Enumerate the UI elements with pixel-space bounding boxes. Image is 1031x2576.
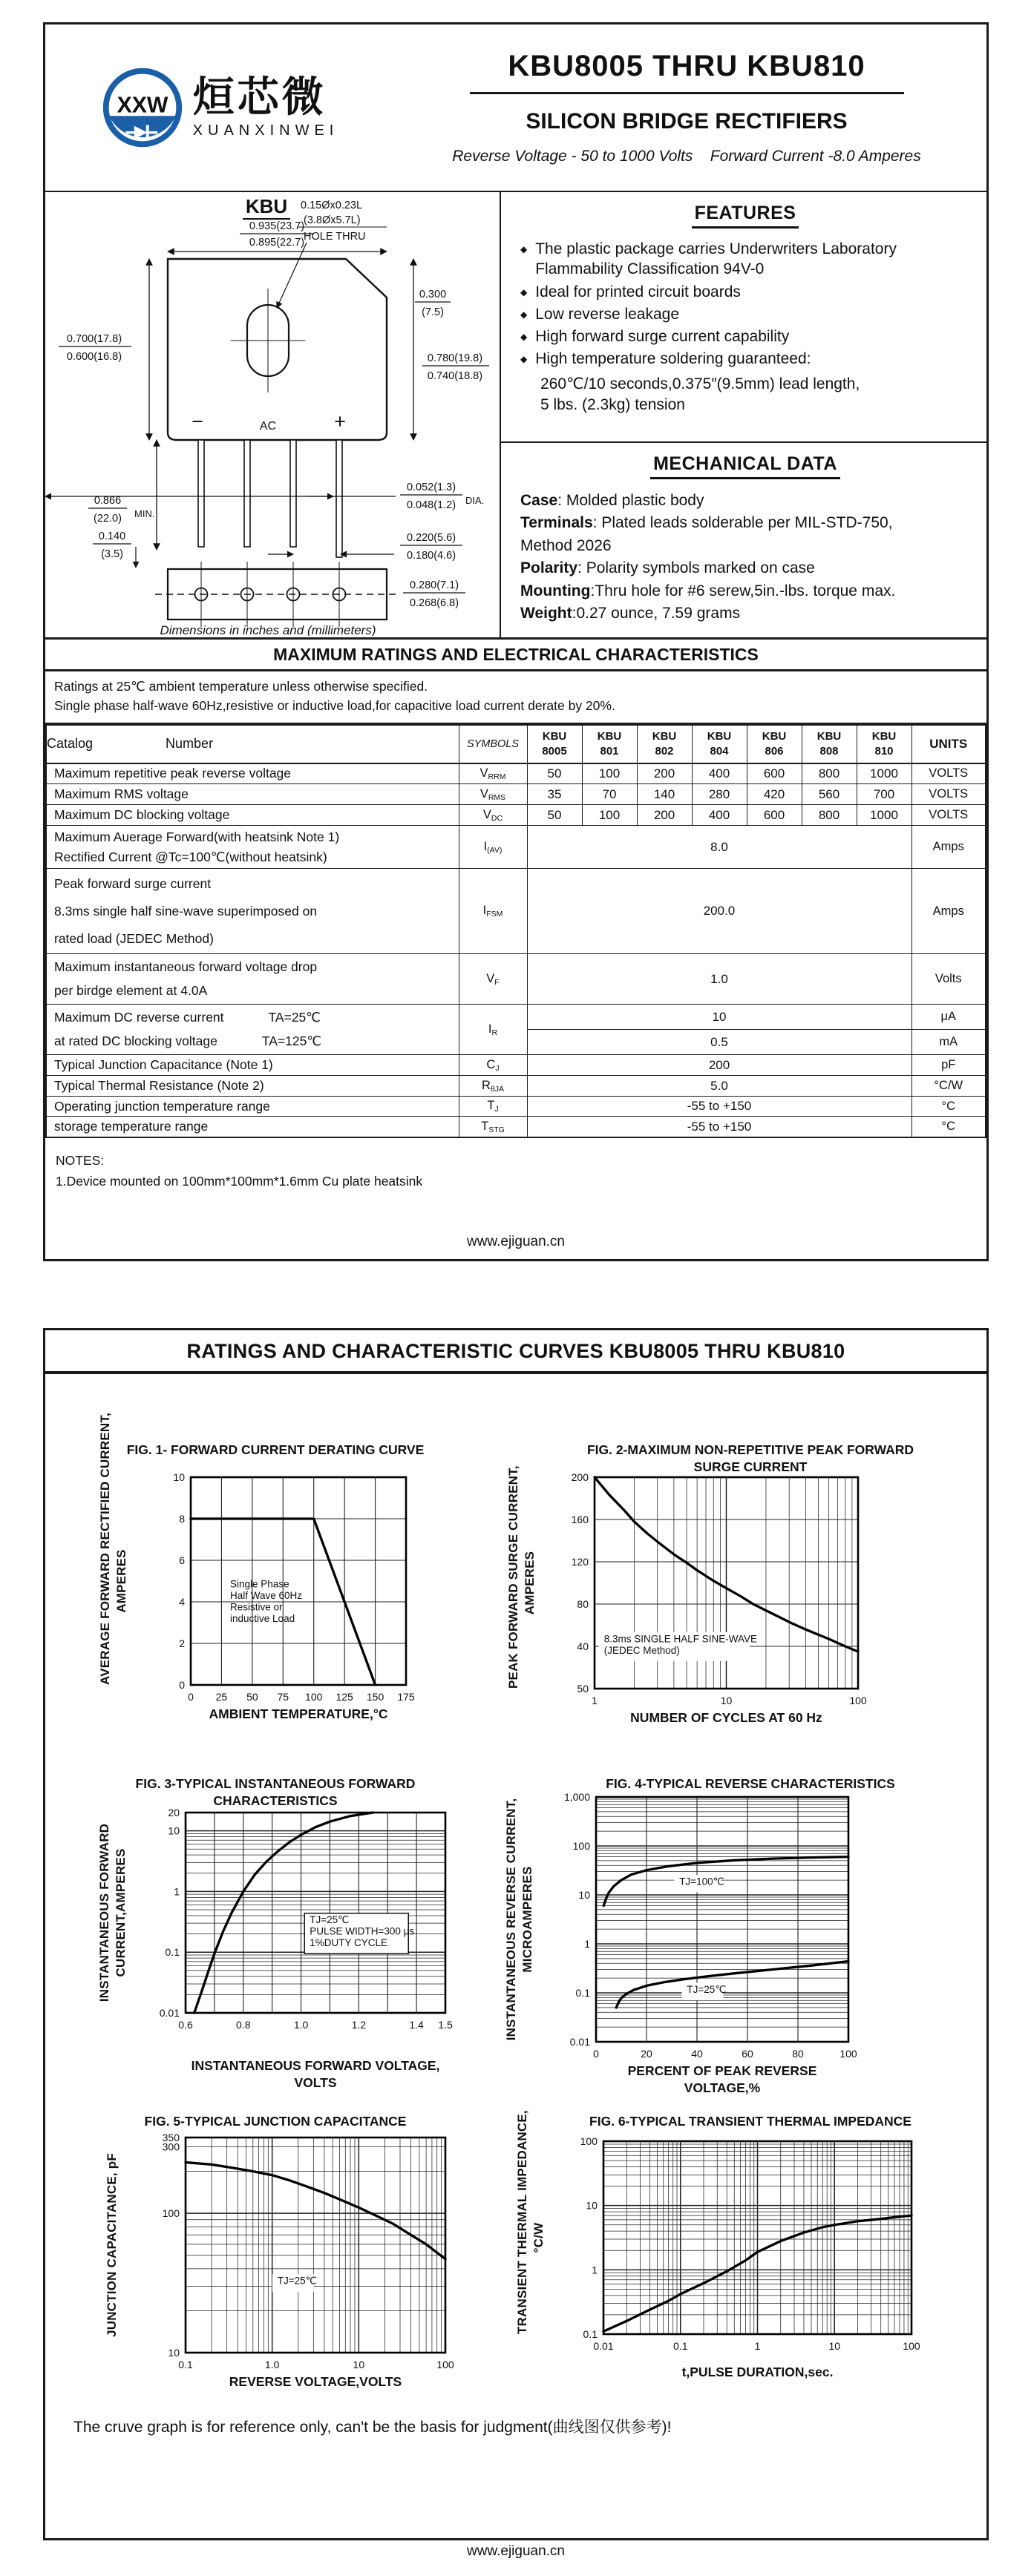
- brand-logo-icon: [101, 66, 184, 149]
- figure-3-plot: [159, 1806, 453, 2031]
- svg-text:100: 100: [839, 2047, 857, 2060]
- datasheet-page-2: [43, 1328, 989, 2540]
- features-section: [501, 192, 986, 443]
- svg-text:1: 1: [584, 1937, 590, 1950]
- svg-text:10: 10: [586, 2199, 598, 2212]
- table-row: 0.5 mA: [46, 1030, 986, 1055]
- table-row: Maximum DC reverse current TA=25℃ at rated DC blocking voltage TA=125℃ $I_R$ 10 μA: [46, 1005, 986, 1030]
- dim-label: 0.300: [419, 289, 447, 300]
- mech-line: Case: Molded plastic body: [520, 492, 704, 509]
- svg-text:Single Phase: Single Phase: [230, 1578, 289, 1590]
- dim-label: 0.220(5.6): [406, 532, 456, 544]
- dim-label: 0.048(1.2): [406, 499, 456, 511]
- feature-item: [520, 349, 970, 369]
- svg-text:100: 100: [305, 1690, 323, 1703]
- website-footer: www.ejiguan.cn: [466, 2543, 566, 2559]
- figure-1-ylabel: AVERAGE FORWARD RECTIFIED CURRENT, AMPERES: [98, 1412, 129, 1685]
- svg-text:100: 100: [572, 1839, 590, 1852]
- svg-text:1.2: 1.2: [351, 2018, 367, 2031]
- minus-marking: −: [192, 410, 203, 433]
- diamond-bullet-icon: ◆: [520, 244, 528, 254]
- package-outline-drawing: [45, 192, 500, 636]
- figure-5-ylabel: JUNCTION CAPACITANCE, pF: [105, 2152, 119, 2337]
- svg-text:6: 6: [179, 1554, 185, 1566]
- feature-text: Ideal for printed circuit boards: [535, 283, 741, 300]
- package-drawing: [45, 192, 501, 637]
- figure-4-title: FIG. 4-TYPICAL REVERSE CHARACTERISTICS: [606, 1776, 895, 1791]
- svg-text:1.0: 1.0: [293, 2018, 309, 2031]
- svg-text:125: 125: [336, 1690, 353, 1703]
- svg-text:PULSE WIDTH=300 μs: PULSE WIDTH=300 μs: [310, 1925, 415, 1937]
- feature-detail: 5 lbs. (2.3kg) tension: [540, 396, 685, 414]
- catalog-number-header: Catalog Number: [46, 725, 459, 763]
- device-column-header: KBU 801: [582, 725, 637, 763]
- figure-4-xlabel: PERCENT OF PEAK REVERSE VOLTAGE,%: [627, 2063, 817, 2096]
- figure-2-plot: [571, 1471, 867, 1706]
- dim-label: 0.180(4.6): [406, 550, 456, 562]
- svg-text:0.1: 0.1: [575, 1986, 590, 1999]
- figure-1-title: FIG. 1- FORWARD CURRENT DERATING CURVE: [126, 1442, 425, 1457]
- datasheet-page-1: [43, 22, 989, 1261]
- svg-text:1: 1: [592, 2264, 598, 2276]
- svg-text:100: 100: [849, 1694, 867, 1706]
- svg-text:10: 10: [168, 1824, 180, 1837]
- figure-6-ylabel: TRANSIENT THERMAL IMPEDANCE, °C/W: [515, 2109, 546, 2334]
- ratings-tagline: Reverse Voltage - 50 to 1000 Volts Forward Current -8.0 Amperes: [452, 148, 921, 165]
- svg-text:160: 160: [571, 1513, 589, 1525]
- units-header: UNITS: [911, 725, 986, 763]
- figure-5-xlabel: REVERSE VOLTAGE,VOLTS: [229, 2373, 402, 2389]
- svg-text:1.0: 1.0: [264, 2358, 280, 2370]
- device-column-header: KBU 810: [857, 725, 911, 763]
- table-header-row: [46, 725, 986, 763]
- table-row: storage temperature range $T_{STG}$ -55 to +150 °C: [46, 1117, 986, 1137]
- svg-text:10: 10: [173, 1471, 185, 1483]
- figure-2-ylabel: PEAK FORWARD SURGE CURRENT, AMPERES: [506, 1465, 537, 1689]
- figure-5-title: FIG. 5-TYPICAL JUNCTION CAPACITANCE: [144, 2114, 407, 2129]
- header: [45, 24, 986, 192]
- svg-text:1: 1: [754, 2339, 761, 2352]
- svg-text:20: 20: [168, 1806, 180, 1818]
- device-type-subtitle: SILICON BRIDGE RECTIFIERS: [526, 109, 848, 134]
- svg-text:60: 60: [742, 2047, 753, 2060]
- svg-text:20: 20: [641, 2047, 652, 2060]
- svg-text:80: 80: [792, 2047, 804, 2060]
- ratings-condition-line: Single phase half-wave 60Hz,resistive or inductive load,for capacitive load current derate by 20%.: [54, 698, 615, 714]
- curves-page-heading: RATINGS AND CHARACTERISTIC CURVES KBU8005 THRU KBU810: [45, 1330, 986, 1374]
- figure-3-title-2: CHARACTERISTICS: [213, 1793, 338, 1808]
- figure-6-plot: [580, 2135, 920, 2352]
- dim-label: (7.5): [422, 306, 444, 318]
- feature-text: High forward surge current capability: [535, 328, 790, 346]
- dim-label: (3.5): [101, 548, 123, 560]
- diamond-bullet-icon: ◆: [520, 309, 528, 320]
- table-row: Operating junction temperature range $T_J$ -55 to +150 °C: [46, 1097, 986, 1117]
- svg-text:2: 2: [179, 1637, 185, 1649]
- dim-label: 0.052(1.3): [406, 482, 456, 493]
- dim-label: 0.740(18.8): [427, 370, 483, 382]
- figure-4-ylabel: INSTANTANEOUS REVERSE CURRENT, MICROAMPERES: [504, 1798, 535, 2041]
- device-column-header: KBU 808: [802, 725, 857, 763]
- svg-text:1%DUTY CYCLE: 1%DUTY CYCLE: [310, 1936, 388, 1948]
- table-row: Maximum repetitive peak reverse voltage $V_{RRM}$ 50 100 200 400 600 800 1000 VOLTS: [46, 763, 986, 784]
- feature-detail: 260℃/10 seconds,0.375″(9.5mm) lead length,: [540, 375, 860, 392]
- table-row: Peak forward surge current 8.3ms single half sine-wave superimposed on rated load (JEDEC Method) $I_{FSM}$ 200.0 Amps: [46, 869, 986, 954]
- feature-item: [520, 304, 970, 324]
- ac-marking: AC: [259, 420, 277, 433]
- drawing-caption: Dimensions in inches and (millimeters): [160, 623, 376, 636]
- table-row: Maximum Auerage Forward(with heatsink Note 1) Rectified Current @Tc=100℃(without heatsink) $I_{(AV)}$ 8.0 Amps: [46, 826, 986, 869]
- svg-text:0: 0: [593, 2047, 599, 2060]
- dim-label: 0.140: [98, 530, 126, 542]
- svg-text:1,000: 1,000: [563, 1790, 590, 1803]
- figure-6: [515, 2109, 981, 2381]
- figure-3-ylabel: INSTANTANEOUS FORWARD CURRENT,AMPERES: [97, 1823, 128, 2002]
- dim-label: 0.15Øx0.23L: [301, 200, 363, 211]
- dim-label: 0.895(22.7): [249, 237, 305, 249]
- svg-text:10: 10: [828, 2339, 841, 2352]
- figure-2-title: FIG. 2-MAXIMUM NON-REPETITIVE PEAK FORWARD: [586, 1442, 914, 1457]
- device-column-header: KBU 806: [747, 725, 802, 763]
- svg-text:0.01: 0.01: [593, 2339, 614, 2352]
- figure-2: [506, 1442, 981, 1726]
- ratings-table: [45, 724, 986, 1138]
- brand-logo: [45, 24, 394, 191]
- svg-text:10: 10: [168, 2346, 180, 2359]
- curves-disclaimer: The cruve graph is for reference only, can't be the basis for judgment(曲线图仅供参考)!: [73, 2419, 672, 2436]
- figure-4-plot: [563, 1790, 857, 2060]
- svg-text:1.4: 1.4: [409, 2018, 424, 2031]
- svg-text:80: 80: [577, 1597, 589, 1610]
- svg-text:10: 10: [353, 2358, 365, 2370]
- svg-text:(JEDEC Method): (JEDEC Method): [603, 1644, 680, 1656]
- svg-text:50: 50: [246, 1690, 258, 1703]
- figure-5: [68, 2113, 483, 2391]
- svg-text:Half Wave 60Hz: Half Wave 60Hz: [230, 1589, 303, 1601]
- diamond-bullet-icon: ◆: [520, 354, 528, 365]
- svg-text:TJ=100℃: TJ=100℃: [679, 1876, 724, 1887]
- table-row: Typical Junction Capacitance (Note 1) $C_J$ 200 pF: [46, 1055, 986, 1076]
- figure-3: [68, 1775, 483, 2092]
- diamond-bullet-icon: ◆: [520, 286, 528, 298]
- mech-line: Method 2026: [520, 536, 612, 554]
- brand-name-cn: 烜芯微: [192, 73, 327, 121]
- feature-item: [520, 282, 970, 302]
- mech-line: Terminals: Plated leads solderable per MIL-STD-750,: [520, 514, 893, 532]
- figure-6-xlabel: t,PULSE DURATION,sec.: [681, 2364, 834, 2379]
- svg-text:Resistive or: Resistive or: [230, 1601, 283, 1613]
- dim-label: (22.0): [94, 513, 122, 525]
- svg-text:0.8: 0.8: [236, 2018, 251, 2031]
- svg-text:0.6: 0.6: [178, 2018, 193, 2031]
- svg-text:0.01: 0.01: [159, 2006, 180, 2019]
- dim-label: 0.268(6.8): [409, 597, 459, 609]
- svg-text:175: 175: [397, 1690, 415, 1703]
- svg-text:200: 200: [571, 1471, 589, 1483]
- svg-text:0.1: 0.1: [165, 1945, 180, 1958]
- svg-text:350: 350: [162, 2131, 180, 2143]
- feature-text: The plastic package carries Underwriters Laboratory Flammability Classification 94V-0: [535, 240, 897, 278]
- table-row: Maximum RMS voltage $V_{RMS}$ 35 70 140 280 420 560 700 VOLTS: [46, 784, 986, 805]
- dim-label: 0.935(23.7): [249, 220, 305, 232]
- mechanical-data-section: [501, 443, 986, 637]
- svg-text:150: 150: [366, 1690, 384, 1703]
- feature-text: Low reverse leakage: [535, 305, 680, 323]
- plus-marking: +: [334, 410, 346, 433]
- table-row: Typical Thermal Resistance (Note 2) $R_{\theta JA}$ 5.0 °C/W: [46, 1076, 986, 1097]
- svg-text:1.5: 1.5: [438, 2018, 453, 2031]
- svg-text:0.1: 0.1: [178, 2358, 193, 2370]
- dim-label: 0.280(7.1): [409, 579, 459, 591]
- svg-text:1: 1: [174, 1885, 180, 1897]
- svg-text:TJ=25℃: TJ=25℃: [687, 1983, 727, 1995]
- svg-text:0.1: 0.1: [583, 2327, 598, 2340]
- logo-mark-text: XXW: [117, 93, 168, 118]
- part-number-title: KBU8005 THRU KBU810: [508, 49, 865, 82]
- figure-2-title-2: SURGE CURRENT: [693, 1459, 808, 1474]
- table-row: Maximum instantaneous forward voltage drop per birdge element at 4.0A $V_F$ 1.0 Volts: [46, 954, 986, 1005]
- package-name: KBU: [245, 195, 288, 217]
- svg-text:4: 4: [179, 1595, 185, 1608]
- ratings-conditions: [45, 671, 986, 724]
- svg-text:120: 120: [571, 1555, 589, 1568]
- svg-text:inductive Load: inductive Load: [230, 1612, 295, 1624]
- dim-label: DIA.: [465, 495, 485, 506]
- dim-label: HOLE THRU: [304, 231, 366, 243]
- device-column-header: KBU 802: [637, 725, 692, 763]
- figure-5-plot: [162, 2131, 454, 2370]
- svg-text:TJ=25℃: TJ=25℃: [277, 2275, 317, 2287]
- dim-label: (3.8Øx5.7L): [304, 214, 361, 226]
- dim-label: 0.780(19.8): [427, 352, 483, 364]
- svg-text:40: 40: [691, 2047, 703, 2060]
- svg-text:25: 25: [215, 1690, 228, 1703]
- mechanical-data-heading: MECHANICAL DATA: [650, 453, 840, 479]
- svg-text:75: 75: [277, 1690, 289, 1703]
- feature-item: [520, 239, 970, 280]
- svg-text:100: 100: [436, 2358, 454, 2370]
- mech-line: Polarity: Polarity symbols marked on case: [520, 559, 815, 577]
- svg-text:TJ=25℃: TJ=25℃: [310, 1913, 350, 1925]
- svg-text:8: 8: [179, 1512, 185, 1525]
- features-heading: FEATURES: [692, 203, 799, 229]
- svg-text:8.3ms SINGLE HALF SINE-WAVE: 8.3ms SINGLE HALF SINE-WAVE: [603, 1632, 758, 1644]
- svg-text:10: 10: [578, 1888, 590, 1901]
- figure-3-xlabel: INSTANTANEOUS FORWARD VOLTAGE, VOLTS: [191, 2057, 440, 2091]
- dim-label: 0.866: [94, 495, 122, 507]
- note-1: 1.Device mounted on 100mm*100mm*1.6mm Cu plate heatsink: [56, 1173, 423, 1189]
- table-row: Maximum DC blocking voltage $V_{DC}$ 50 100 200 400 600 800 1000 VOLTS: [46, 805, 986, 826]
- svg-text:0.1: 0.1: [673, 2339, 688, 2352]
- figure-1-plot: [173, 1471, 415, 1703]
- figure-3-title: FIG. 3-TYPICAL INSTANTANEOUS FORWARD: [135, 1776, 416, 1791]
- svg-text:0: 0: [179, 1678, 185, 1691]
- notes-section: [45, 1138, 986, 1203]
- figure-4: [504, 1775, 981, 2097]
- dim-label: 0.700(17.8): [66, 333, 122, 345]
- mech-line: Mounting:Thru hole for #6 serew,5in.-lbs. torque max.: [520, 582, 896, 599]
- ratings-condition-line: Ratings at 25℃ ambient temperature unless otherwise specified.: [54, 679, 428, 694]
- svg-text:0.01: 0.01: [569, 2035, 590, 2048]
- diamond-bullet-icon: ◆: [520, 332, 528, 343]
- feature-item: [520, 326, 970, 346]
- notes-heading: NOTES:: [56, 1152, 105, 1168]
- brand-name-en: XUANXINWEI: [192, 122, 339, 139]
- svg-text:100: 100: [903, 2339, 920, 2352]
- svg-text:50: 50: [577, 1682, 589, 1695]
- figure-1: [68, 1412, 483, 1723]
- title-rule: [470, 92, 904, 95]
- figure-6-title: FIG. 6-TYPICAL TRANSIENT THERMAL IMPEDANCE: [589, 2114, 911, 2129]
- website-footer: www.ejiguan.cn: [466, 1234, 566, 1249]
- figure-2-xlabel: NUMBER OF CYCLES AT 60 Hz: [630, 1709, 822, 1725]
- device-column-header: KBU 8005: [527, 725, 582, 763]
- svg-text:10: 10: [720, 1694, 733, 1706]
- mech-line: Weight:0.27 ounce, 7.59 grams: [520, 605, 741, 622]
- figure-1-xlabel: AMBIENT TEMPERATURE,°C: [209, 1706, 388, 1721]
- svg-text:40: 40: [577, 1640, 589, 1652]
- feature-text: High temperature soldering guaranteed:: [535, 350, 811, 368]
- symbols-header: SYMBOLS: [459, 725, 527, 763]
- dim-label: 0.600(16.8): [66, 351, 122, 363]
- ratings-section-heading: MAXIMUM RATINGS AND ELECTRICAL CHARACTERISTICS: [45, 640, 986, 671]
- svg-text:0: 0: [188, 1690, 194, 1703]
- svg-text:100: 100: [162, 2207, 180, 2219]
- svg-text:1: 1: [592, 1694, 598, 1706]
- device-column-header: KBU 804: [692, 725, 747, 763]
- svg-text:100: 100: [580, 2135, 598, 2147]
- svg-text:300: 300: [162, 2140, 180, 2153]
- dim-label: MIN.: [134, 508, 155, 519]
